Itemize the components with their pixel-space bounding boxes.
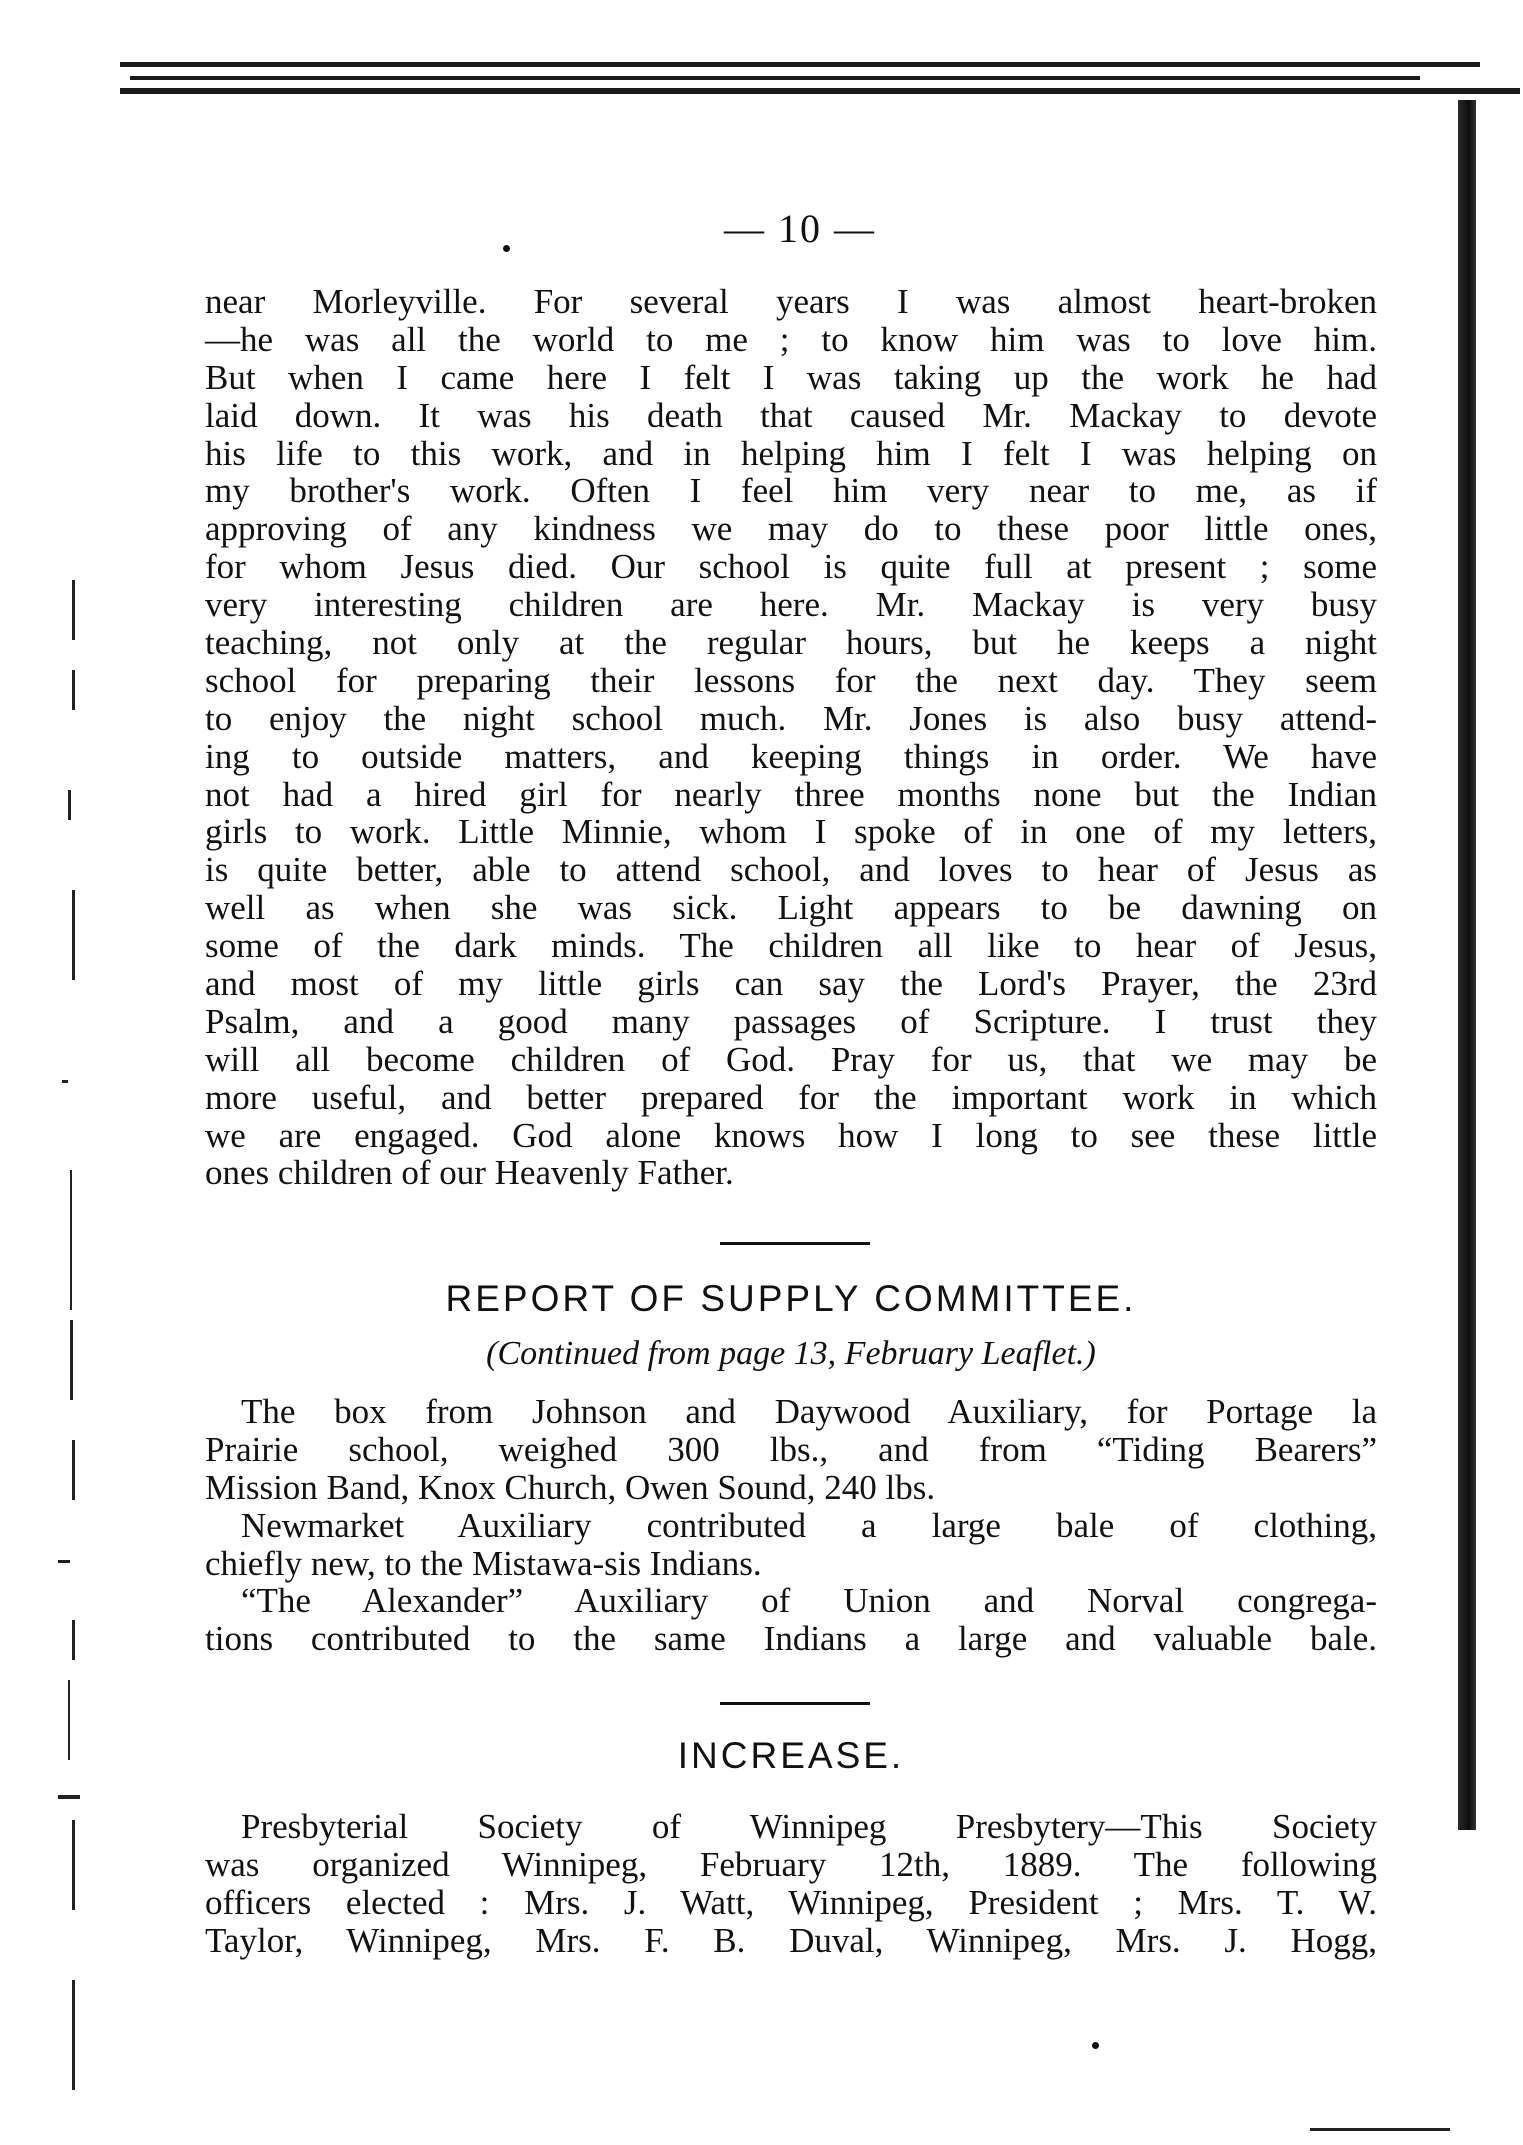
letter-body (205, 283, 1377, 1192)
text-line: ones children of our Heavenly Father. (205, 1153, 734, 1193)
text-line: laid down. It was his death that caused Mr. Mackay to devote (205, 395, 1377, 435)
text-line: Psalm, and a good many passages of Scripture. I trust they (205, 1001, 1377, 1041)
top-rule (120, 62, 1480, 67)
text-line: teaching, not only at the regular hours, but he keeps a night (205, 623, 1377, 663)
section-divider (720, 1242, 870, 1245)
section-divider (720, 1702, 870, 1705)
text-line: But when I came here I felt I was taking up the work he had (205, 357, 1377, 397)
margin-specks (58, 560, 88, 2120)
text-line: The box from Johnson and Daywood Auxiliary, for Portage la (241, 1392, 1377, 1431)
supply-subheading: (Continued from page 13, February Leaflet.) (486, 1335, 1096, 1372)
top-rule (130, 76, 1420, 80)
text-line: his life to this work, and in helping him I felt I was helping on (205, 433, 1377, 473)
supply-body (205, 1393, 1377, 1658)
text-line: chiefly new, to the Mistawa-sis Indians. (205, 1543, 762, 1583)
text-line: “The Alexander” Auxiliary of Union and Norval congrega- (241, 1581, 1377, 1621)
text-line: not had a hired girl for nearly three months none but the Indian (205, 774, 1377, 814)
speck (1092, 2042, 1099, 2049)
text-line: near Morleyville. For several years I was almost heart-broken (205, 282, 1377, 321)
text-line: very interesting children are here. Mr. Mackay is very busy (205, 585, 1377, 625)
text-line: more useful, and better prepared for the important work in which (205, 1077, 1377, 1117)
top-rule (120, 88, 1520, 94)
text-line: was organized Winnipeg, February 12th, 1889. The following (205, 1844, 1377, 1884)
text-line: Presbyterial Society of Winnipeg Presbytery—This Society (241, 1807, 1377, 1846)
text-line: we are engaged. God alone knows how I long to see these little (205, 1115, 1377, 1155)
text-line: my brother's work. Often I feel him very near to me, as if (205, 471, 1377, 511)
bottom-rule (1310, 2128, 1450, 2131)
text-line: will all become children of God. Pray for us, that we may be (205, 1039, 1377, 1079)
increase-heading: INCREASE. (677, 1735, 905, 1776)
text-line: school for preparing their lessons for the next day. They seem (205, 660, 1377, 700)
text-line: approving of any kindness we may do to these poor little ones, (205, 509, 1377, 549)
text-line: —he was all the world to me ; to know him was to love him. (205, 319, 1377, 359)
text-line: well as when she was sick. Light appears to be dawning on (205, 888, 1377, 928)
text-line: is quite better, able to attend school, and loves to hear of Jesus as (205, 850, 1377, 890)
text-line: ing to outside matters, and keeping things in order. We have (205, 736, 1377, 776)
increase-body (205, 1808, 1377, 1960)
text-line: Newmarket Auxiliary contributed a large bale of clothing, (241, 1505, 1377, 1545)
text-line: officers elected : Mrs. J. Watt, Winnipeg, President ; Mrs. T. W. (205, 1882, 1377, 1922)
text-line: some of the dark minds. The children all like to hear of Jesus, (205, 926, 1377, 966)
text-line: girls to work. Little Minnie, whom I spoke of in one of my letters, (205, 812, 1377, 852)
text-line: Taylor, Winnipeg, Mrs. F. B. Duval, Winnipeg, Mrs. J. Hogg, (205, 1920, 1377, 1960)
text-line: Prairie school, weighed 300 lbs., and from “Tiding Bearers” (205, 1429, 1377, 1469)
text-line: Mission Band, Knox Church, Owen Sound, 240 lbs. (205, 1467, 936, 1507)
text-line: for whom Jesus died. Our school is quite full at present ; some (205, 547, 1377, 587)
page-number: — 10 — (724, 206, 876, 251)
text-line: to enjoy the night school much. Mr. Jones is also busy attend- (205, 698, 1377, 738)
text-line: tions contributed to the same Indians a large and valuable bale. (205, 1619, 1377, 1659)
text-line: and most of my little girls can say the Lord's Prayer, the 23rd (205, 964, 1377, 1004)
supply-heading: REPORT OF SUPPLY COMMITTEE. (445, 1278, 1137, 1319)
binding-edge (1458, 100, 1476, 1830)
